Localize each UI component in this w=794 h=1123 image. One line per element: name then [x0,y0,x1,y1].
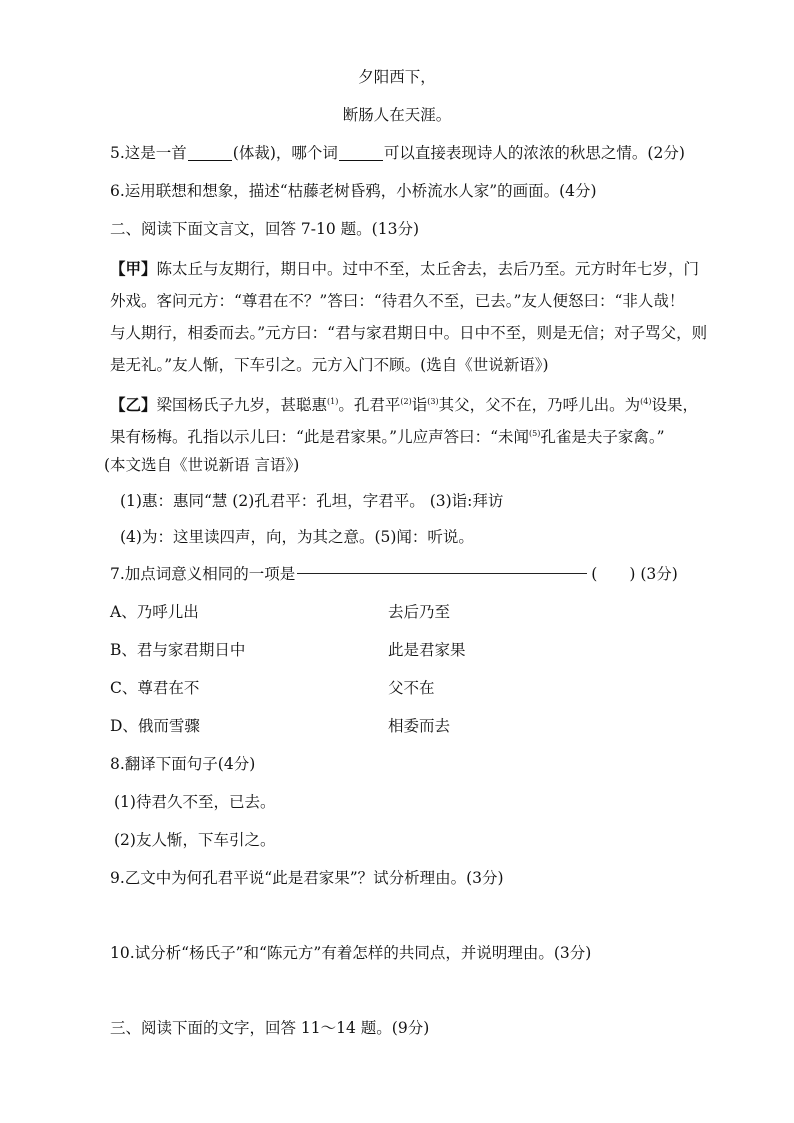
q5-part-c: 可以直接表现诗人的浓浓的秋思之情。(2分) [383,144,685,162]
passage-jia-line-4: 是无礼。”友人惭，下车引之。元方入门不顾。(选自《世说新语》) [110,356,549,374]
question-7 [110,563,678,585]
passage-jia-line-1 [110,258,699,280]
footnote-ref-5: (5) [529,429,541,438]
option-compare-text: 相委而去 [388,717,451,735]
passage-jia-tag: 【甲】 [110,259,157,278]
q8-sentence-2: (2)友人惭，下车引之。 [114,831,276,849]
option-text: B、君与家君期日中 [110,641,246,659]
option-compare-text: 去后乃至 [388,603,451,621]
footnote-ref-3: (3) [427,397,439,406]
q7-option-a [110,601,451,623]
q8-sentence-1: (1)待君久不至，已去。 [114,793,276,811]
q7-option-d [110,715,451,737]
option-compare-text: 父不在 [388,679,435,697]
poem-line-2: 断肠人在天涯。 [342,106,452,124]
passage-yi-line-1 [110,394,698,416]
option-text: A、乃呼儿出 [110,603,199,621]
section-3-heading: 三、阅读下面的文字，回答 11～14 题。(9分) [110,1019,430,1037]
q7-stem: 7.加点词意义相同的一项是 [110,565,296,583]
question-6: 6.运用联想和想象，描述“枯藤老树昏鸦，小桥流水人家”的画面。(4分) [110,182,597,200]
yi-text-3: 诣 [411,396,428,414]
question-9: 9.乙文中为何孔君平说“此是君家果”？试分析理由。(3分) [110,869,504,887]
footnote-ref-1: (1) [327,397,339,406]
passage-jia-text-1: 陈太丘与友期行，期日中。过中不至，太丘舍去，去后乃至。元方时年七岁，门 [156,260,700,278]
q7-paren-left: ( [591,565,598,583]
poem-line-1: 夕阳西下， [358,68,436,86]
yi-text-7: 孔雀是夫子家禽。” [540,428,665,446]
q5-blank-2[interactable] [339,145,383,161]
option-text: D、俄而雪骤 [110,717,200,735]
passage-jia-line-2: 外戏。客问元方：“尊君在不？”答曰：“待君久不至，已去。”友人便怒曰：“非人哉！ [110,292,685,310]
q7-score: (3分) [640,565,678,583]
yi-text-1: 梁国杨氏子九岁，甚聪惠 [156,396,328,414]
annotation-line-2: (4)为：这里读四声，向，为其之意。(5)闻：听说。 [120,528,474,546]
q5-part-a: 5.这是一首 [110,144,187,162]
yi-text-5: 设果， [651,396,698,414]
q5-blank-1[interactable] [188,145,232,161]
passage-yi-tag: 【乙】 [110,395,157,414]
q7-paren-right: ) [629,565,636,583]
yi-text-6: 果有杨梅。孔指以示儿曰：“此是君家果。”儿应声答曰：“未闻 [110,428,530,446]
question-5 [110,142,685,164]
section-2-heading: 二、阅读下面文言文，回答 7-10 题。(13分) [110,220,419,238]
question-8: 8.翻译下面句子(4分) [110,755,256,773]
option-text: C、尊君在不 [110,679,200,697]
option-compare-text: 此是君家果 [388,641,466,659]
annotation-line-1: (1)惠：惠同“慧 (2)孔君平：孔坦，字君平。 (3)诣:拜访 [120,492,504,510]
yi-text-4: 其父，父不在，乃呼儿出。为 [438,396,641,414]
yi-text-2: 。孔君平 [338,396,401,414]
passage-jia-line-3: 与人期行，相委而去。”元方曰：“君与家君期日中。日中不至，则是无信；对子骂父，则 [110,324,708,342]
passage-yi-line-2 [110,426,665,448]
q7-option-c [110,677,435,699]
footnote-ref-2: (2) [400,397,412,406]
q7-dash-line [297,573,587,574]
q7-option-b [110,639,466,661]
q5-part-b: (体裁)，哪个词 [232,144,338,162]
passage-yi-source: (本文选自《世说新语 言语》) [104,456,300,474]
footnote-ref-4: (4) [640,397,652,406]
question-10: 10.试分析“杨氏子”和“陈元方”有着怎样的共同点，并说明理由。(3分) [110,944,592,962]
